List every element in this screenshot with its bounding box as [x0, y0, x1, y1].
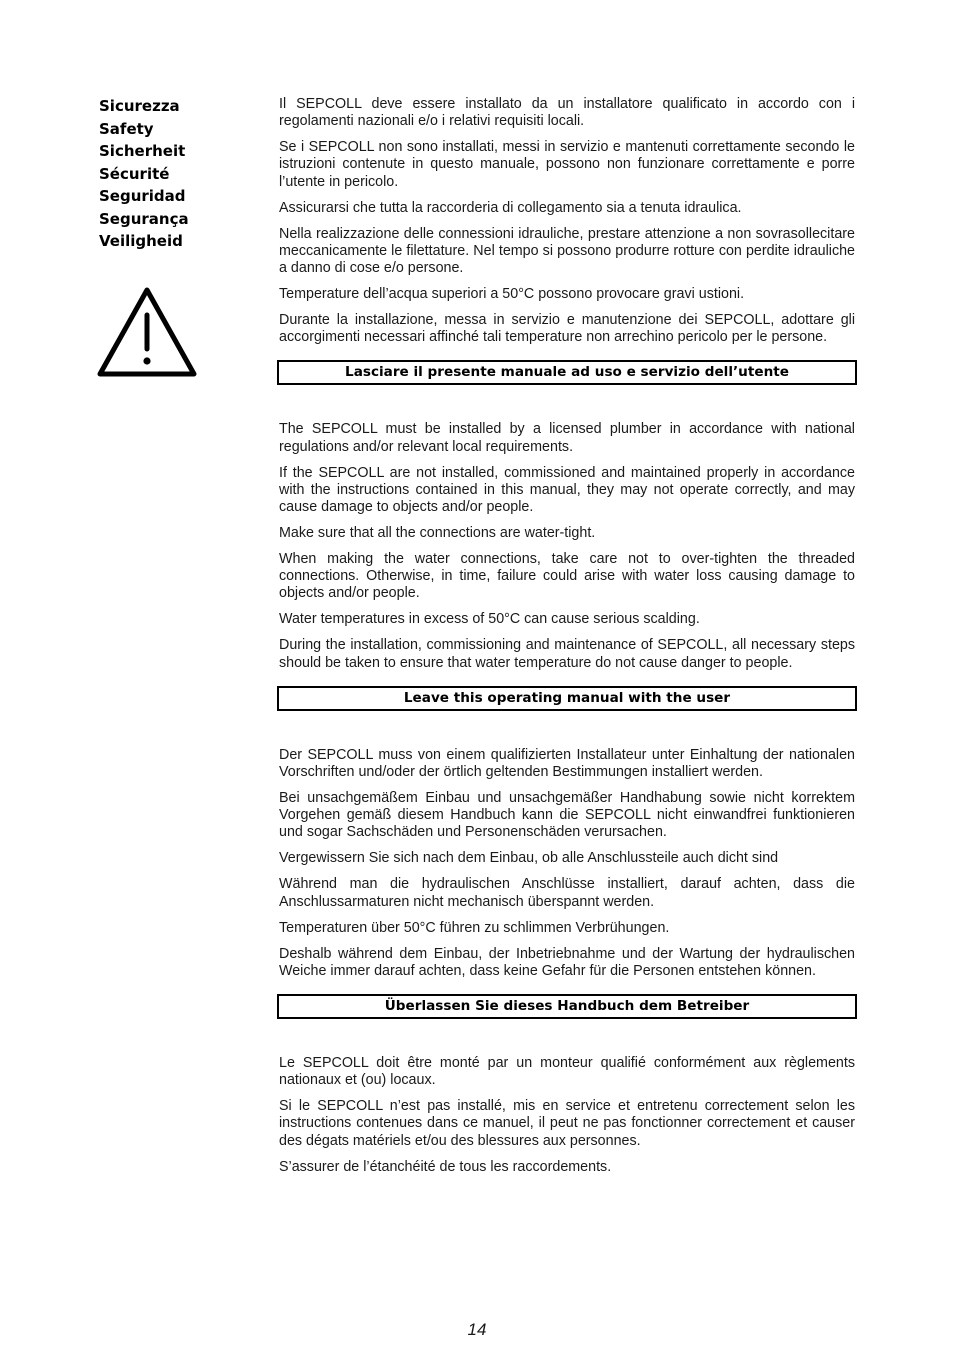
paragraph: Während man die hydraulischen Anschlüsse installiert, darauf achten, dass die Anschlussarmaturen nicht mechanisch überspannt werden. — [279, 876, 855, 910]
paragraph: During the installation, commissioning and maintenance of SEPCOLL, all necessary steps should be taken to ensure that water temperature do not cause danger to people. — [279, 637, 855, 671]
paragraph: Der SEPCOLL muss von einem qualifizierten Installateur unter Einhaltung der nationalen Vorschriften und/oder der örtlich geltenden Bestimmungen installiert werden. — [279, 746, 855, 781]
main-content — [279, 96, 855, 1185]
notice-box-english: Leave this operating manual with the user — [277, 686, 857, 711]
paragraph: Si le SEPCOLL n’est pas installé, mis en service et entretenu correctement selon les instructions contenues dans ce manuel, il peut ne pas fonctionner correctement et causer des dégats matériels et/ou des blessures aux personnes. — [279, 1098, 855, 1149]
paragraph: Temperature dell’acqua superiori a 50°C possono provocare gravi ustioni. — [279, 286, 745, 303]
section-italian — [279, 96, 855, 385]
heading-italian: Sicurezza — [99, 97, 180, 115]
paragraph: Il SEPCOLL deve essere installato da un installatore qualificato in accordo con i regolamenti nazionali e/o i relativi requisiti locali. — [279, 96, 855, 130]
paragraph: Le SEPCOLL doit être monté par un monteur qualifié conformément aux règlements nationaux et (ou) locaux. — [279, 1055, 855, 1089]
paragraph: Water temperatures in excess of 50°C can cause serious scalding. — [279, 611, 700, 628]
heading-spanish: Seguridad — [99, 187, 186, 205]
paragraph: Nella realizzazione delle connessioni idrauliche, prestare attenzione a non sovrasollecitare meccanicamente le filettature. Nel tempo si possono produrre rotture con perdite idrauliche a danno di cose e/o persone. — [279, 225, 855, 277]
heading-english: Safety — [99, 119, 154, 138]
notice-box-italian: Lasciare il presente manuale ad uso e servizio dell’utente — [277, 360, 857, 385]
warning-triangle-icon — [97, 287, 197, 377]
page-number: 14 — [467, 1320, 487, 1339]
paragraph: Durante la installazione, messa in servizio e manutenzione dei SEPCOLL, adottare gli accorgimenti necessari affinché tali temperature non arrechino pericolo per le persone. — [279, 312, 855, 346]
paragraph: Deshalb während dem Einbau, der Inbetriebnahme und der Wartung der hydraulischen Weiche immer darauf achten, dass keine Gefahr für die Personen entstehen können. — [279, 945, 855, 979]
paragraph: Vergewissern Sie sich nach dem Einbau, ob alle Anschlussteile auch dicht sind — [279, 850, 779, 867]
paragraph: Bei unsachgemäßem Einbau und unsachgemäßer Handhabung sowie nicht korrektem Vorgehen gemäß diesem Handbuch kann die SEPCOLL nicht einwandfrei funktionieren und sogar Sachschäden und Personenschäden verursachen. — [279, 790, 855, 841]
safety-headings — [99, 95, 259, 253]
paragraph: Make sure that all the connections are water-tight. — [279, 525, 596, 542]
paragraph: When making the water connections, take care not to over-tighten the threaded connections. Otherwise, in time, failure could arise with water loss causing damage to objects and/or people. — [279, 551, 855, 602]
paragraph: S’assurer de l’étanchéité de tous les raccordements. — [279, 1158, 612, 1175]
section-german — [279, 747, 855, 1019]
heading-french: Sécurité — [99, 164, 170, 183]
heading-dutch: Veiligheid — [99, 232, 183, 250]
section-english — [279, 421, 855, 710]
paragraph: The SEPCOLL must be installed by a licensed plumber in accordance with national regulations and/or relevant local requirements. — [279, 421, 855, 455]
heading-portuguese: Segurança — [99, 209, 189, 228]
heading-german: Sicherheit — [99, 142, 186, 160]
section-french — [279, 1055, 855, 1176]
paragraph: Temperaturen über 50°C führen zu schlimmen Verbrühungen. — [279, 919, 670, 936]
notice-box-german: Überlassen Sie dieses Handbuch dem Betreiber — [277, 994, 857, 1019]
paragraph: If the SEPCOLL are not installed, commissioned and maintained properly in accordance with the instructions contained in this manual, they may not operate correctly, and may cause damage to objects and/or people. — [279, 464, 855, 516]
paragraph: Se i SEPCOLL non sono installati, messi in servizio e mantenuti correttamente secondo le istruzioni contenute in questo manuale, possono non funzionare correttamente e porre l’utente in pericolo. — [279, 139, 855, 190]
paragraph: Assicurarsi che tutta la raccorderia di collegamento sia a tenuta idraulica. — [279, 199, 742, 216]
